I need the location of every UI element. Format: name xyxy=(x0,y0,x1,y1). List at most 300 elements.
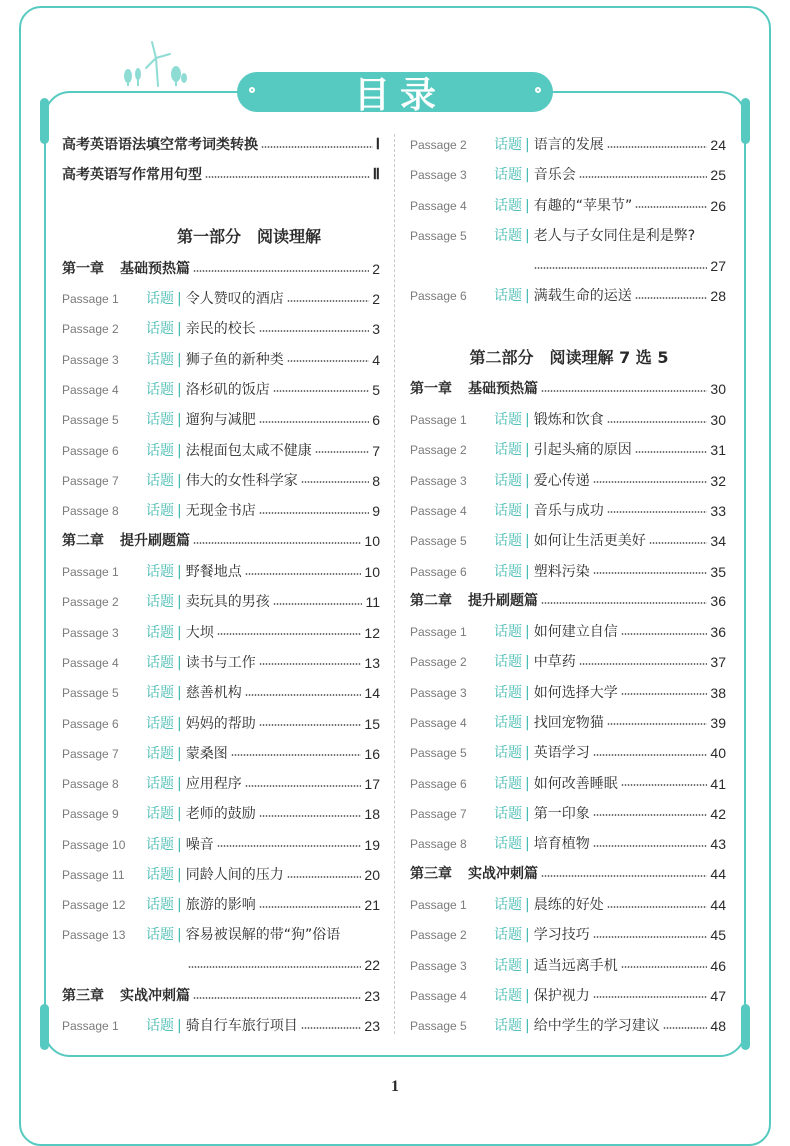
leader-dots xyxy=(188,966,361,968)
topic-label: 话题 xyxy=(146,776,174,793)
topic-label: 话题 xyxy=(494,624,522,640)
page-ref: 3 xyxy=(372,321,380,338)
toc-entry[interactable] xyxy=(62,890,380,920)
page-ref: 14 xyxy=(364,685,380,702)
leader-dots xyxy=(259,724,362,726)
toc-entry[interactable] xyxy=(62,709,380,739)
page-ref: 18 xyxy=(364,806,380,823)
topic-label: 话题 xyxy=(494,957,522,974)
frame-corner-bottom-right xyxy=(741,1004,750,1050)
divider-bar: | xyxy=(525,412,530,428)
topic-label: 话题 xyxy=(146,806,174,823)
page-ref: 5 xyxy=(372,381,380,398)
leader-dots xyxy=(593,845,708,847)
topic-label: 话题 xyxy=(146,624,174,641)
page-ref: 23 xyxy=(364,1018,380,1034)
page-ref: 7 xyxy=(372,442,380,459)
entry-title: 噪音 xyxy=(185,836,214,853)
topic-label: 话题 xyxy=(494,836,522,853)
toc-entry[interactable] xyxy=(62,648,380,678)
toc-entry[interactable] xyxy=(62,345,380,375)
leader-dots xyxy=(593,481,708,483)
entry-title: 大坝 xyxy=(185,624,214,641)
divider-bar: | xyxy=(525,957,530,974)
passage-number: Passage 6 xyxy=(410,289,467,303)
toc-entry[interactable] xyxy=(410,951,726,981)
divider-bar: | xyxy=(177,776,182,793)
entry-title: 高考英语语法填空常考词类转换 xyxy=(62,137,258,153)
entry-title: 培育植物 xyxy=(533,836,590,853)
divider-bar: | xyxy=(525,1018,530,1035)
entry-title: 保护视力 xyxy=(533,987,590,1004)
topic-label: 话题 xyxy=(146,503,174,520)
topic-label: 话题 xyxy=(494,714,522,731)
page-ref: 44 xyxy=(710,897,726,913)
chapter-number: 第二章 xyxy=(410,593,452,609)
page-ref: 2 xyxy=(372,261,380,277)
page-ref: 23 xyxy=(364,988,380,1004)
page-ref: 30 xyxy=(710,412,726,428)
passage-number: Passage 5 xyxy=(410,534,467,549)
toc-entry[interactable] xyxy=(410,617,726,647)
divider-bar: | xyxy=(177,836,182,853)
page-ref: 48 xyxy=(710,1018,726,1035)
frame-corner-bottom-left xyxy=(40,1004,49,1050)
divider-bar: | xyxy=(177,867,182,883)
divider-bar: | xyxy=(177,564,182,580)
page-ref: 34 xyxy=(710,533,726,550)
toc-entry-continuation[interactable] xyxy=(534,251,726,281)
chapter-name: 实战冲刺篇 xyxy=(120,988,190,1004)
toc-entry[interactable] xyxy=(410,890,726,920)
page-ref: 33 xyxy=(710,502,726,519)
divider-bar: | xyxy=(525,714,530,731)
entry-title: 高考英语写作常用句型 xyxy=(62,167,202,183)
page-ref: 37 xyxy=(710,654,726,671)
divider-bar: | xyxy=(177,927,182,943)
chapter-heading[interactable] xyxy=(410,586,726,616)
circle-icon xyxy=(535,87,541,93)
topic-label: 话题 xyxy=(146,381,174,398)
entry-title: 亲民的校长 xyxy=(185,321,256,338)
divider-bar: | xyxy=(177,594,182,611)
toc-entry[interactable] xyxy=(410,920,726,950)
toc-entry[interactable] xyxy=(62,769,380,799)
toc-entry[interactable] xyxy=(62,799,380,829)
toc-entry[interactable] xyxy=(62,830,380,860)
toc-entry[interactable] xyxy=(62,436,380,466)
chapter-name: 提升刷题篇 xyxy=(120,533,190,549)
topic-label: 话题 xyxy=(146,472,174,489)
passage-number: Passage 8 xyxy=(62,504,119,519)
passage-number: Passage 8 xyxy=(410,837,467,852)
passage-number: Passage 2 xyxy=(410,928,467,943)
entry-title: 读书与工作 xyxy=(185,654,256,671)
chapter-number: 第三章 xyxy=(410,866,452,882)
toc-entry[interactable] xyxy=(62,678,380,708)
divider-bar: | xyxy=(177,806,182,823)
passage-number: Passage 4 xyxy=(62,655,119,670)
chapter-number: 第三章 xyxy=(62,988,104,1004)
passage-number: Passage 3 xyxy=(62,625,119,640)
toc-entry[interactable] xyxy=(62,466,380,496)
topic-label: 话题 xyxy=(146,1018,174,1034)
leader-dots xyxy=(635,451,708,453)
page-ref: 10 xyxy=(364,533,380,549)
page-ref: 35 xyxy=(710,563,726,580)
divider-bar: | xyxy=(177,685,182,702)
divider-bar: | xyxy=(525,775,530,792)
passage-number: Passage 1 xyxy=(62,565,119,579)
page-ref: 39 xyxy=(710,714,726,731)
passage-number: Passage 3 xyxy=(410,473,467,488)
leader-dots xyxy=(217,845,362,847)
topic-label: 话题 xyxy=(494,805,522,822)
entry-title: 英语学习 xyxy=(533,745,590,762)
leader-dots xyxy=(259,663,362,665)
leader-dots xyxy=(621,633,708,635)
page-ref: 24 xyxy=(710,137,726,153)
leader-dots xyxy=(663,1027,708,1029)
toc-entry[interactable] xyxy=(62,618,380,648)
leader-dots xyxy=(205,176,370,178)
leader-dots xyxy=(245,573,362,575)
leader-dots xyxy=(649,542,708,544)
toc-entry[interactable] xyxy=(410,191,726,221)
entry-title: 无现金书店 xyxy=(185,503,256,520)
passage-number: Passage 13 xyxy=(62,928,126,942)
topic-label: 话题 xyxy=(146,594,174,611)
toc-entry[interactable] xyxy=(410,496,726,526)
topic-label: 话题 xyxy=(494,533,522,550)
toc-entry[interactable] xyxy=(410,221,726,251)
divider-bar: | xyxy=(177,715,182,732)
passage-number: Passage 7 xyxy=(62,746,119,761)
leader-dots xyxy=(593,996,708,998)
topic-label: 话题 xyxy=(494,412,522,428)
topic-label: 话题 xyxy=(494,137,522,153)
leader-dots xyxy=(579,176,708,178)
passage-number: Passage 1 xyxy=(410,625,467,639)
toc-entry[interactable] xyxy=(62,160,380,190)
page-ref: 30 xyxy=(710,381,726,397)
passage-number: Passage 4 xyxy=(410,503,467,518)
page-ref: 21 xyxy=(364,897,380,914)
leader-dots xyxy=(259,330,369,332)
entry-title: 如何建立自信 xyxy=(533,624,618,640)
divider-bar: | xyxy=(177,624,182,641)
topic-label: 话题 xyxy=(146,654,174,671)
leader-dots xyxy=(635,297,708,299)
topic-label: 话题 xyxy=(146,867,174,883)
toc-entry[interactable] xyxy=(410,708,726,738)
divider-bar: | xyxy=(525,502,530,519)
divider-bar: | xyxy=(525,442,530,459)
topic-label: 话题 xyxy=(146,836,174,853)
passage-number: Passage 4 xyxy=(410,715,467,730)
leader-dots xyxy=(287,300,369,302)
topic-label: 话题 xyxy=(146,351,174,368)
toc-entry[interactable] xyxy=(62,739,380,769)
leader-dots xyxy=(315,451,369,453)
passage-number: Passage 3 xyxy=(410,168,467,183)
entry-title: 学习技巧 xyxy=(533,927,590,944)
toc-entry[interactable] xyxy=(62,920,380,950)
divider-bar: | xyxy=(525,987,530,1004)
passage-number: Passage 7 xyxy=(62,473,119,488)
passage-number: Passage 1 xyxy=(410,898,467,912)
toc-entry[interactable] xyxy=(410,557,726,587)
entry-title: 如何改善睡眠 xyxy=(533,775,618,792)
page-ref: 9 xyxy=(372,503,380,520)
entry-title: 法棍面包太咸不健康 xyxy=(185,442,312,459)
page-ref: 36 xyxy=(710,624,726,640)
passage-number: Passage 12 xyxy=(62,898,126,913)
topic-label: 话题 xyxy=(494,442,522,459)
leader-dots xyxy=(287,360,369,362)
toc-entry[interactable] xyxy=(62,405,380,435)
page-title: 目录 xyxy=(353,74,446,116)
page-ref: 4 xyxy=(372,351,380,368)
passage-number: Passage 8 xyxy=(62,777,119,792)
entry-title: 找回宠物猫 xyxy=(533,714,604,731)
leader-dots xyxy=(621,693,708,695)
circle-icon xyxy=(249,87,255,93)
chapter-heading[interactable] xyxy=(62,526,380,556)
leader-dots xyxy=(245,694,362,696)
entry-title: 满载生命的运送 xyxy=(533,288,632,304)
divider-bar: | xyxy=(525,197,530,214)
passage-number: Passage 5 xyxy=(62,413,119,428)
page-ref: 41 xyxy=(710,775,726,792)
entry-title: 容易被误解的带“狗”俗语 xyxy=(185,927,341,943)
leader-dots xyxy=(593,936,708,938)
entry-title: 适当远离手机 xyxy=(533,957,618,974)
page-ref: 36 xyxy=(710,593,726,609)
frame-corner-top-left xyxy=(40,98,49,144)
topic-label: 话题 xyxy=(146,291,174,307)
toc-entry[interactable] xyxy=(410,647,726,677)
leader-dots xyxy=(635,206,707,208)
topic-label: 话题 xyxy=(494,472,522,489)
divider-bar: | xyxy=(177,654,182,671)
title-banner xyxy=(237,72,553,116)
passage-number: Passage 5 xyxy=(62,686,119,701)
topic-label: 话题 xyxy=(146,927,174,943)
topic-label: 话题 xyxy=(494,1018,522,1035)
toc-entry[interactable] xyxy=(62,375,380,405)
leader-dots xyxy=(621,784,708,786)
entry-title: 老人与子女同住是利是弊? xyxy=(533,228,696,244)
chapter-number: 第一章 xyxy=(410,381,452,397)
leader-dots xyxy=(273,603,363,605)
entry-title: 音乐与成功 xyxy=(533,502,604,519)
toc-entry[interactable] xyxy=(62,314,380,344)
leader-dots xyxy=(259,815,362,817)
divider-bar: | xyxy=(177,381,182,398)
divider-bar: | xyxy=(177,1018,182,1034)
toc-entry[interactable] xyxy=(410,1011,726,1041)
topic-label: 话题 xyxy=(494,745,522,762)
topic-label: 话题 xyxy=(494,288,522,304)
toc-entry[interactable] xyxy=(410,829,726,859)
entry-title: 爱心传递 xyxy=(533,472,590,489)
passage-number: Passage 4 xyxy=(410,988,467,1003)
toc-entry[interactable] xyxy=(62,496,380,526)
chapter-number: 第一章 xyxy=(62,261,104,277)
topic-label: 话题 xyxy=(494,927,522,944)
divider-bar: | xyxy=(525,654,530,671)
toc-entry[interactable] xyxy=(410,799,726,829)
toc-entry[interactable] xyxy=(62,130,380,160)
entry-title: 骑自行车旅行项目 xyxy=(185,1018,298,1034)
passage-number: Passage 2 xyxy=(62,322,119,337)
entry-title: 蒙桑图 xyxy=(185,745,228,762)
leader-dots xyxy=(534,267,707,269)
toc-entry[interactable] xyxy=(62,860,380,890)
entry-title: 中草药 xyxy=(533,654,576,671)
passage-number: Passage 6 xyxy=(62,443,119,458)
passage-number: Passage 1 xyxy=(410,413,467,427)
leader-dots xyxy=(193,542,361,544)
page-ref: 8 xyxy=(372,472,380,489)
toc-entry[interactable] xyxy=(62,1011,380,1041)
part-title: 第二部分 阅读理解 7 选 5 xyxy=(469,348,669,367)
passage-number: Passage 5 xyxy=(410,1019,467,1034)
leader-dots xyxy=(541,875,707,877)
passage-number: Passage 2 xyxy=(410,138,467,152)
page-ref: 13 xyxy=(364,654,380,671)
entry-title: 塑料污染 xyxy=(533,563,590,580)
entry-title: 语言的发展 xyxy=(533,137,604,153)
divider-bar: | xyxy=(525,745,530,762)
leader-dots xyxy=(607,421,708,423)
leader-dots xyxy=(607,146,708,148)
chapter-name: 基础预热篇 xyxy=(120,261,190,277)
leader-dots xyxy=(245,785,362,787)
passage-number: Passage 2 xyxy=(410,443,467,458)
leader-dots xyxy=(259,421,369,423)
chapter-heading[interactable] xyxy=(62,254,380,284)
entry-title: 给中学生的学习建议 xyxy=(533,1018,660,1035)
toc-entry[interactable] xyxy=(410,769,726,799)
toc-entry[interactable] xyxy=(410,160,726,190)
divider-bar: | xyxy=(525,927,530,944)
leader-dots xyxy=(261,146,373,148)
chapter-name: 提升刷题篇 xyxy=(468,593,538,609)
chapter-heading[interactable] xyxy=(62,981,380,1011)
passage-number: Passage 4 xyxy=(410,198,467,213)
topic-label: 话题 xyxy=(494,684,522,701)
page-ref: 40 xyxy=(710,745,726,762)
topic-label: 话题 xyxy=(146,715,174,732)
entry-title: 卖玩具的男孩 xyxy=(185,594,270,611)
passage-number: Passage 3 xyxy=(410,958,467,973)
divider-bar: | xyxy=(525,228,530,244)
divider-bar: | xyxy=(177,745,182,762)
entry-title: 狮子鱼的新种类 xyxy=(185,351,284,368)
toc-entry[interactable] xyxy=(410,281,726,311)
passage-number: Passage 2 xyxy=(410,655,467,670)
leader-dots xyxy=(621,966,708,968)
entry-title: 引起头痛的原因 xyxy=(533,442,632,459)
toc-entry[interactable] xyxy=(410,130,726,160)
divider-bar: | xyxy=(525,684,530,701)
toc-entry[interactable] xyxy=(410,435,726,465)
entry-title: 应用程序 xyxy=(185,776,242,793)
topic-label: 话题 xyxy=(494,228,522,244)
divider-bar: | xyxy=(177,321,182,338)
divider-bar: | xyxy=(525,624,530,640)
topic-label: 话题 xyxy=(494,563,522,580)
page-ref: 17 xyxy=(364,776,380,793)
chapter-name: 基础预热篇 xyxy=(468,381,538,397)
chapter-heading[interactable] xyxy=(410,859,726,889)
topic-label: 话题 xyxy=(146,442,174,459)
toc-entry[interactable] xyxy=(62,284,380,314)
divider-bar: | xyxy=(177,291,182,307)
toc-entry[interactable] xyxy=(410,738,726,768)
leader-dots xyxy=(301,481,369,483)
page-ref: Ⅱ xyxy=(372,167,380,183)
toc-entry[interactable] xyxy=(410,405,726,435)
frame-corner-top-right xyxy=(741,98,750,144)
chapter-number: 第二章 xyxy=(62,533,104,549)
toc-entry[interactable] xyxy=(62,587,380,617)
toc-entry[interactable] xyxy=(410,678,726,708)
entry-title: 令人赞叹的酒店 xyxy=(185,291,284,307)
leader-dots xyxy=(607,906,708,908)
wind-turbine-icon xyxy=(118,40,198,88)
page-ref: 22 xyxy=(364,957,380,973)
divider-bar: | xyxy=(177,472,182,489)
topic-label: 话题 xyxy=(494,654,522,671)
page-ref: 28 xyxy=(710,288,726,304)
topic-label: 话题 xyxy=(494,987,522,1004)
toc-entry[interactable] xyxy=(410,466,726,496)
divider-bar: | xyxy=(525,805,530,822)
chapter-name: 实战冲刺篇 xyxy=(468,866,538,882)
topic-label: 话题 xyxy=(494,775,522,792)
divider-bar: | xyxy=(177,897,182,914)
topic-label: 话题 xyxy=(494,167,522,184)
entry-title: 锻炼和饮食 xyxy=(533,412,604,428)
entry-title: 同龄人间的压力 xyxy=(185,867,284,883)
page-ref: 26 xyxy=(710,197,726,214)
divider-bar: | xyxy=(525,288,530,304)
page-ref: 10 xyxy=(364,564,380,580)
divider-bar: | xyxy=(525,897,530,913)
leader-dots xyxy=(273,390,369,392)
topic-label: 话题 xyxy=(146,685,174,702)
chapter-heading[interactable] xyxy=(410,374,726,404)
divider-bar: | xyxy=(525,836,530,853)
page-ref: 15 xyxy=(364,715,380,732)
page-ref: 6 xyxy=(372,412,380,429)
passage-number: Passage 11 xyxy=(62,868,125,882)
passage-number: Passage 6 xyxy=(410,776,467,791)
toc-entry[interactable] xyxy=(410,981,726,1011)
leader-dots xyxy=(593,814,708,816)
passage-number: Passage 6 xyxy=(62,716,119,731)
entry-title: 如何选择大学 xyxy=(533,684,618,701)
toc-entry[interactable] xyxy=(62,557,380,587)
entry-title: 晨练的好处 xyxy=(533,897,604,913)
toc-entry[interactable] xyxy=(410,526,726,556)
page-ref: 19 xyxy=(364,836,380,853)
topic-label: 话题 xyxy=(494,502,522,519)
toc-entry-continuation[interactable] xyxy=(188,950,380,980)
